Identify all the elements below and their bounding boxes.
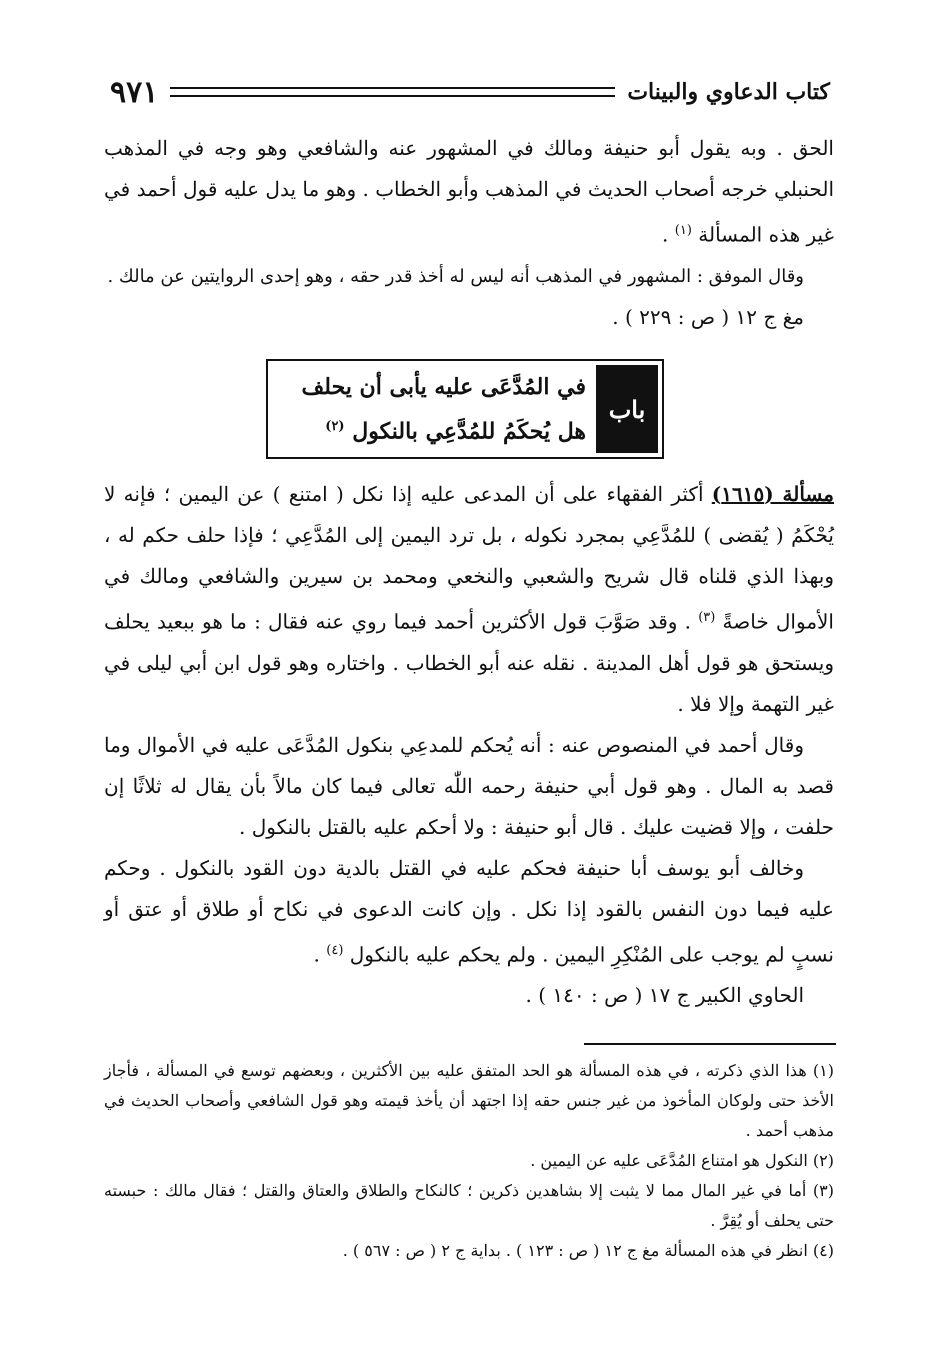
chapter-title-line-2: [272, 407, 586, 451]
footnote-ref-4[interactable]: (٤): [326, 942, 344, 958]
page-header: [110, 72, 830, 112]
issue-section: [104, 474, 834, 1016]
issue-paragraph-3-text: وخالف أبو يوسف أبا حنيفة فحكم عليه في القتل بالدية دون القود بالنكول . وحكم عليه فيما دون النفس بالقود إذا نكل . وإن كانت الدعوى في نكاح أو طلاق أو عتق أو نسبٍ لم يوجب على المُنْكِرِ اليمين . ولم يحكم عليه بالنكول: [104, 855, 834, 967]
footnote-ref-2[interactable]: (٢): [325, 418, 345, 434]
footnote-3: (٣) أما في غير المال مما لا يثبت إلا بشاهدين ذكرين ؛ كالنكاح والطلاق والعتاق والقتل ؛ فقال مالك : حبسته حتى يحلف أو يُقِرَّ .: [104, 1181, 834, 1230]
reference-1: مغ ج ١٢ ( ص : ٢٢٩ ) .: [612, 304, 804, 329]
chapter-heading-box: [266, 359, 664, 459]
issue-label: مسألة (١٦١٥): [711, 482, 834, 506]
footnote-1: (١) هذا الذي ذكرته ، في هذه المسألة هو الحد المتفق عليه بين الأكثرين ، وبعضهم توسع في المسألة ، فأجاز الأخذ حتى ولوكان المأخوذ من غير جنس حقه إذا اجتهد أن يأخذ قيمته وهو قول الشافعي وأصحاب الحديث في مذهب أحمد .: [104, 1061, 834, 1140]
footnote-4: (٤) انظر في هذه المسألة مغ ج ١٢ ( ص : ١٢٣ ) . بداية ج ٢ ( ص : ٥٦٧ ) .: [342, 1241, 834, 1260]
footnotes: [104, 1056, 834, 1266]
chapter-tag: باب: [596, 365, 658, 453]
footnote-ref-1[interactable]: (١): [674, 223, 692, 238]
intro-paragraph-2: وقال الموفق : المشهور في المذهب أنه ليس له أخذ قدر حقه ، وهو إحدى الروايتين عن مالك .: [107, 265, 804, 287]
reference-2: الحاوي الكبير ج ١٧ ( ص : ١٤٠ ) .: [525, 983, 804, 1008]
issue-paragraph-3-end: .: [313, 942, 327, 967]
header-double-rule: [170, 87, 615, 97]
chapter-title-line-2-text: هل يُحكَمُ للمُدَّعِي بالنكول: [352, 418, 586, 445]
intro-paragraph-1-text: الحق . وبه يقول أبو حنيفة ومالك في المشهور عنه والشافعي وهو وجه في المذهب الحنبلي خرجه أصحاب الحديث في المذهب وأبو الخطاب . وهو ما يدل عليه قول أحمد في غير هذه المسألة: [104, 136, 834, 247]
issue-paragraph-1-rest: . وقد صَوَّبَ قول الأكثرين أحمد فيما روي عنه فقال : ما هو ببعيد يحلف ويستحق هو قول أهل المدينة . نقله عنه أبو الخطاب . واختاره وهو قول ابن أبي ليلى في غير التهمة وإلا فلا .: [104, 609, 834, 716]
intro-section: [104, 128, 834, 338]
chapter-titles: [272, 365, 596, 453]
intro-paragraph-1-end: .: [662, 222, 675, 247]
issue-paragraph-3: [104, 848, 834, 976]
running-title: كتاب الدعاوي والبينات: [627, 79, 830, 105]
issue-paragraph-1-text: أكثر الفقهاء على أن المدعى عليه إذا نكل ( امتنع ) عن اليمين ؛ فإنه لا يُحْكَمُ ( يُقضى ) للمُدَّعِي بمجرد نكوله ، بل ترد اليمين إلى المُدَّعِي ؛ فإذا حلف حكم له ، وبهذا الذي قلناه قال شريح والشعبي والنخعي ومحمد بن سيرين والشافعي ومالك في الأموال خاصةً: [104, 482, 834, 634]
issue-paragraph-1: [104, 474, 834, 725]
issue-paragraph-2: وقال أحمد في المنصوص عنه : أنه يُحكم للمدعِي بنكول المُدَّعَى عليه في الأموال وما قصد به المال . وهو قول أبي حنيفة رحمه اللّٰه تعالى فيما كان مالاً بأن يقال له ثلاثًا إن حلفت ، وإلا قضيت عليك . قال أبو حنيفة : ولا أحكم عليه بالقتل بالنكول .: [104, 732, 834, 839]
footnote-separator: [584, 1043, 836, 1045]
chapter-title-line-1: في المُدَّعَى عليه يأبى أن يحلف: [301, 373, 586, 400]
footnote-2: (٢) النكول هو امتناع المُدَّعَى عليه عن اليمين .: [530, 1151, 834, 1170]
page-number: ٩٧١: [110, 74, 159, 110]
intro-paragraph-1: [104, 128, 834, 256]
footnote-ref-3[interactable]: (٣): [698, 610, 716, 625]
